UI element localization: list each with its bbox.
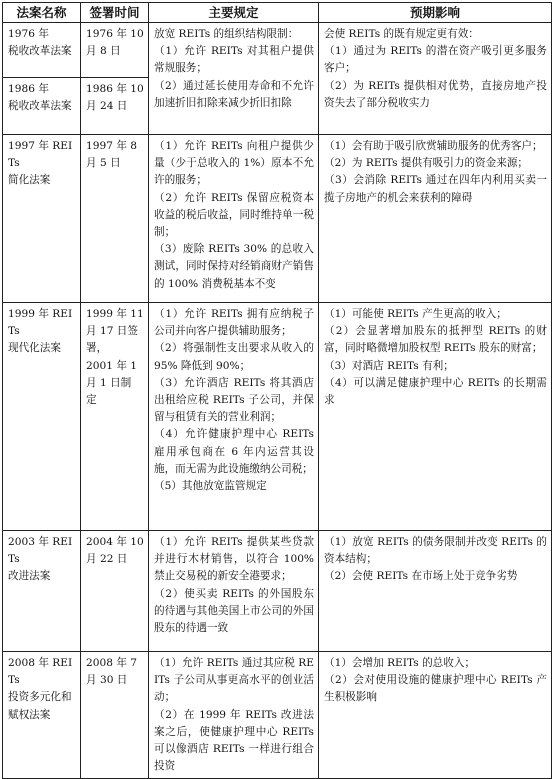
table-row-1976 (3, 23, 552, 78)
sign-date-line: 2008 年 7 (86, 657, 138, 669)
sign-date-line: 月 22 日 (86, 553, 128, 566)
sign-date-line: 1997 年 8 (86, 140, 138, 152)
law-name-line: 2003 年 REITs (8, 536, 73, 566)
effect-item: （2）为 REITs 提供相对优势，直接房地产投资失去了部分税收实力 (324, 79, 547, 109)
rule-item: 放宽 REITs 的组织结构限制： (154, 28, 299, 40)
effect-item: （1）会增加 REITs 的总收入； (324, 657, 476, 669)
rule-item: （2）允许 REITs 保留应税资本收益的税后收益，同时维持单一税制； (154, 191, 314, 239)
law-name-line: 2008 年 REITs (8, 657, 73, 687)
rule-item: （3）允许酒店 REITs 将其酒店出租给应税 REITs 子公司，并保留与租赁有关的营业利润； (154, 376, 314, 424)
rule-item: （1）允许 REITs 拥有应纳税子公司并向客户提供辅助服务； (154, 308, 314, 338)
sign-date-line: 月 30 日 (86, 674, 128, 687)
sign-date-line: 月 24 日 (86, 100, 128, 113)
rule-item: （1）允许 REITs 对其租户提供常规服务； (154, 45, 314, 75)
rule-item: （1）允许 REITs 向租户提供少量（少于总收入的 1%）原本不允许的服务； (154, 140, 314, 187)
sign-date-cell (81, 531, 149, 652)
sign-date-cell (81, 303, 149, 531)
expected-effects-cell-merged (319, 23, 552, 135)
law-name-line: 简化法案 (8, 174, 51, 187)
sign-date-cell (81, 135, 149, 303)
law-name-line: 投资多元化和 (8, 691, 72, 704)
sign-date-line: 1976 年 10 (86, 28, 144, 40)
sign-date-cell (81, 78, 149, 135)
main-rules-cell-merged (149, 23, 319, 135)
expected-effects-cell (319, 135, 552, 303)
sign-date-line: 1999 年 11 (86, 308, 144, 320)
table-row-1997 (3, 135, 552, 303)
header-sign-date: 签署时间 (81, 3, 149, 23)
law-name-line: 1997 年 REITs (8, 140, 73, 170)
rule-item: （2）在 1999 年 REITs 改进法案之后，使健康护理中心 REITs 可以像酒店 REITs 一样进行组合投资 (154, 708, 314, 773)
law-name-cell (3, 23, 81, 78)
rule-item: （3）废除 REITs 30% 的总收入测试，同时保持对经销商财产销售的 100% 消费税基本不变 (154, 243, 314, 290)
law-name-line: 1999 年 REITs (8, 308, 73, 338)
main-rules-cell (149, 652, 319, 779)
effect-item: （2）会使 REITs 在市场上处于竞争劣势 (324, 570, 518, 583)
sign-date-line: 月 5 日 (86, 157, 121, 170)
rule-item: （4）允许健康护理中心 REITs 雇用承包商在 6 年内运营其设施，而无需为此设施缴纳公司税； (154, 428, 314, 475)
expected-effects-cell (319, 531, 552, 652)
sign-date-line: 月 1 日制 (86, 376, 132, 389)
main-rules-cell (149, 135, 319, 303)
effect-item: （3）会消除 REITs 通过在四年内利用买卖一揽子房地产的机会来获利的障碍 (324, 174, 547, 204)
sign-date-line: 署， (86, 342, 108, 355)
law-name-line: 1986 年 (8, 83, 49, 95)
law-name-line: 税收改革法案 (8, 100, 72, 113)
main-rules-cell (149, 303, 319, 531)
sign-date-cell (81, 23, 149, 78)
law-name-cell (3, 135, 81, 303)
rule-item: （2）使买卖 REITs 的外国股东的待遇与其他美国上市公司的外国股东的待遇一致 (154, 587, 314, 635)
rule-item: （1）允许 REITs 提供某些贷款并进行木材销售，以符合 100% 禁止交易税的新安全港要求； (154, 536, 314, 583)
law-name-cell (3, 78, 81, 135)
sign-date-line: 定 (86, 394, 97, 407)
rule-item: （2）通过延长使用寿命和不允许加速折旧扣除来减少折旧扣除 (154, 79, 314, 109)
effect-item: （1）会有助于吸引欣赏辅助服务的优秀客户； (324, 140, 543, 152)
rule-item: （1）允许 REITs 通过其应税 REITs 子公司从事更高水平的创业活动； (154, 657, 314, 704)
rule-item: （5）其他放宽监管规定 (154, 480, 267, 493)
table-row-1999 (3, 303, 552, 531)
effect-item: （1）放宽 REITs 的债务限制并改变 REITs 的资本结构； (324, 536, 547, 566)
expected-effects-cell (319, 652, 552, 779)
law-name-line: 税收改革法案 (8, 45, 72, 58)
table-row-2003 (3, 531, 552, 652)
law-name-cell (3, 531, 81, 652)
effect-item: （4）可以满足健康护理中心 REITs 的长期需求 (324, 376, 547, 407)
sign-date-line: 1986 年 10 (86, 83, 144, 95)
header-law-name: 法案名称 (3, 3, 81, 23)
law-name-line: 1976 年 (8, 28, 49, 40)
law-name-cell (3, 652, 81, 779)
rule-item: （2）将强制性支出要求从收入的 95% 降低到 90%； (154, 342, 314, 372)
sign-date-line: 月 8 日 (86, 45, 121, 58)
effect-item: （1）通过为 REITs 的潜在资产吸引更多服务客户； (324, 45, 547, 75)
law-name-line: 现代化法案 (8, 342, 61, 355)
sign-date-cell (81, 652, 149, 779)
law-name-line: 改进法案 (8, 570, 51, 583)
expected-effects-cell (319, 303, 552, 531)
header-main-rules: 主要规定 (149, 3, 319, 23)
effect-item: 会使 REITs 的既有规定更有效： (324, 28, 479, 40)
law-name-cell (3, 303, 81, 531)
effect-item: （2）会对使用设施的健康护理中心 REITs 产生积极影响 (324, 674, 547, 704)
header-row (3, 3, 552, 23)
sign-date-line: 2001 年 1 (86, 359, 138, 372)
effect-item: （3）对酒店 REITs 有利； (324, 359, 454, 372)
reits-law-table (2, 2, 552, 779)
effect-item: （2）会显著增加股东的抵押型 REITs 的财富，同时略微增加股权型 REITs 股东的财富； (324, 325, 547, 355)
main-rules-cell (149, 531, 319, 652)
table-row-2008 (3, 652, 552, 779)
sign-date-line: 月 17 日签 (86, 325, 138, 338)
law-name-line: 赋权法案 (8, 708, 51, 721)
sign-date-line: 2004 年 10 (86, 536, 144, 548)
header-expected-effects: 预期影响 (319, 3, 552, 23)
effect-item: （2）为 REITs 提供有吸引力的资金来源； (324, 157, 529, 170)
effect-item: （1）可能使 REITs 产生更高的收入； (324, 308, 507, 320)
